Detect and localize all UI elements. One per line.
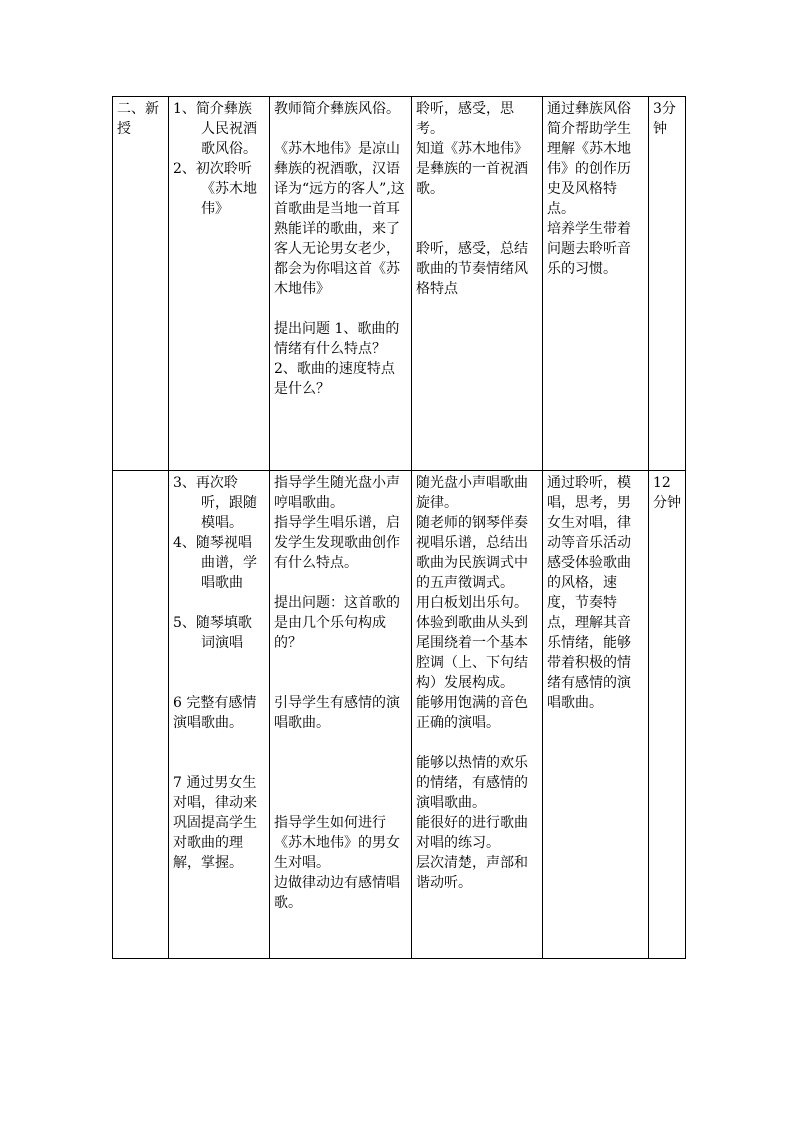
student-activity: 聆听，感受，思考。 bbox=[416, 101, 514, 137]
teacher-activity: 指导学生如何进行《苏木地伟》的男女生对唱。 bbox=[274, 815, 400, 871]
time-cell bbox=[649, 97, 686, 471]
step-item: 7 通过男女生对唱，律动来巩固提高学生对歌曲的理解，掌握。 bbox=[173, 775, 257, 871]
teacher-activity-cell bbox=[270, 97, 412, 471]
student-activity: 聆听，感受，总结歌曲的节奏情绪风格特点 bbox=[416, 241, 528, 297]
teacher-activity: 教师简介彝族风俗。 bbox=[274, 101, 400, 117]
student-activity-cell bbox=[412, 471, 543, 959]
student-activity: 层次清楚，声部和谐动听。 bbox=[416, 855, 528, 891]
step-item: 3、再次聆听，跟随模唱。 bbox=[173, 475, 257, 531]
table-row bbox=[113, 97, 686, 471]
time-cell bbox=[649, 471, 686, 959]
time-label: 12分钟 bbox=[653, 475, 681, 511]
student-activity: 随老师的钢琴伴奏视唱乐谱，总结出歌曲为民族调式中的五声徵调式。 bbox=[416, 515, 528, 591]
section-cell bbox=[113, 97, 169, 471]
lesson-plan-table bbox=[112, 96, 686, 959]
table-row bbox=[113, 471, 686, 959]
student-activity: 能很好的进行歌曲对唱的练习。 bbox=[416, 815, 528, 851]
step-item: 1、简介彝族人民祝酒歌风俗。 bbox=[173, 101, 257, 157]
student-activity: 能够以热情的欢乐的情绪，有感情的演唱歌曲。 bbox=[416, 755, 528, 811]
teacher-activity: 提出问题：这首歌的是由几个乐句构成的？ bbox=[274, 595, 400, 651]
section-label: 二、新授 bbox=[117, 101, 159, 137]
steps-cell bbox=[169, 97, 270, 471]
purpose-cell bbox=[543, 471, 649, 959]
teacher-activity: 提出问题 1、歌曲的情绪有什么特点？2、歌曲的速度特点是什么？ bbox=[274, 321, 400, 397]
purpose-text: 培养学生带着问题去聆听音乐的习惯。 bbox=[547, 221, 631, 277]
steps-cell bbox=[169, 471, 270, 959]
student-activity: 体验到歌曲从头到尾围绕着一个基本腔调（上、下句结构）发展构成。 bbox=[416, 615, 528, 691]
student-activity: 能够用饱满的音色正确的演唱。 bbox=[416, 695, 528, 731]
step-item: 6 完整有感情演唱歌曲。 bbox=[173, 695, 257, 731]
student-activity-cell bbox=[412, 97, 543, 471]
student-activity: 知道《苏木地伟》是彝族的一首祝酒歌。 bbox=[416, 141, 528, 197]
student-activity: 随光盘小声唱歌曲旋律。 bbox=[416, 475, 528, 511]
teacher-activity-cell bbox=[270, 471, 412, 959]
purpose-text: 通过聆听，模唱，思考，男女生对唱，律动等音乐活动感受体验歌曲的风格，速度，节奏特点，理解其音乐情绪，能够带着积极的情绪有感情的演唱歌曲。 bbox=[547, 475, 631, 711]
step-item: 5、随琴填歌词演唱 bbox=[173, 615, 252, 651]
teacher-activity: 引导学生有感情的演唱歌曲。 bbox=[274, 695, 400, 731]
purpose-text: 通过彝族风俗简介帮助学生理解《苏木地伟》的创作历史及风格特点。 bbox=[547, 101, 631, 217]
purpose-cell bbox=[543, 97, 649, 471]
teacher-activity: 边做律动边有感情唱歌。 bbox=[274, 875, 400, 911]
teacher-activity: 指导学生随光盘小声哼唱歌曲。 bbox=[274, 475, 400, 511]
section-cell bbox=[113, 471, 169, 959]
step-item: 2、初次聆听《苏木地伟》 bbox=[173, 161, 257, 217]
step-item: 4、随琴视唱曲谱，学唱歌曲 bbox=[173, 535, 257, 591]
time-label: 3分钟 bbox=[653, 101, 676, 137]
student-activity: 用白板划出乐句。 bbox=[416, 595, 528, 611]
teacher-activity: 指导学生唱乐谱，启发学生发现歌曲创作有什么特点。 bbox=[274, 515, 400, 571]
teacher-activity: 《苏木地伟》是凉山彝族的祝酒歌，汉语译为“远方的客人”,这首歌曲是当地一首耳熟能详的歌曲，来了客人无论男女老少，都会为你唱这首《苏木地伟》 bbox=[274, 141, 405, 297]
